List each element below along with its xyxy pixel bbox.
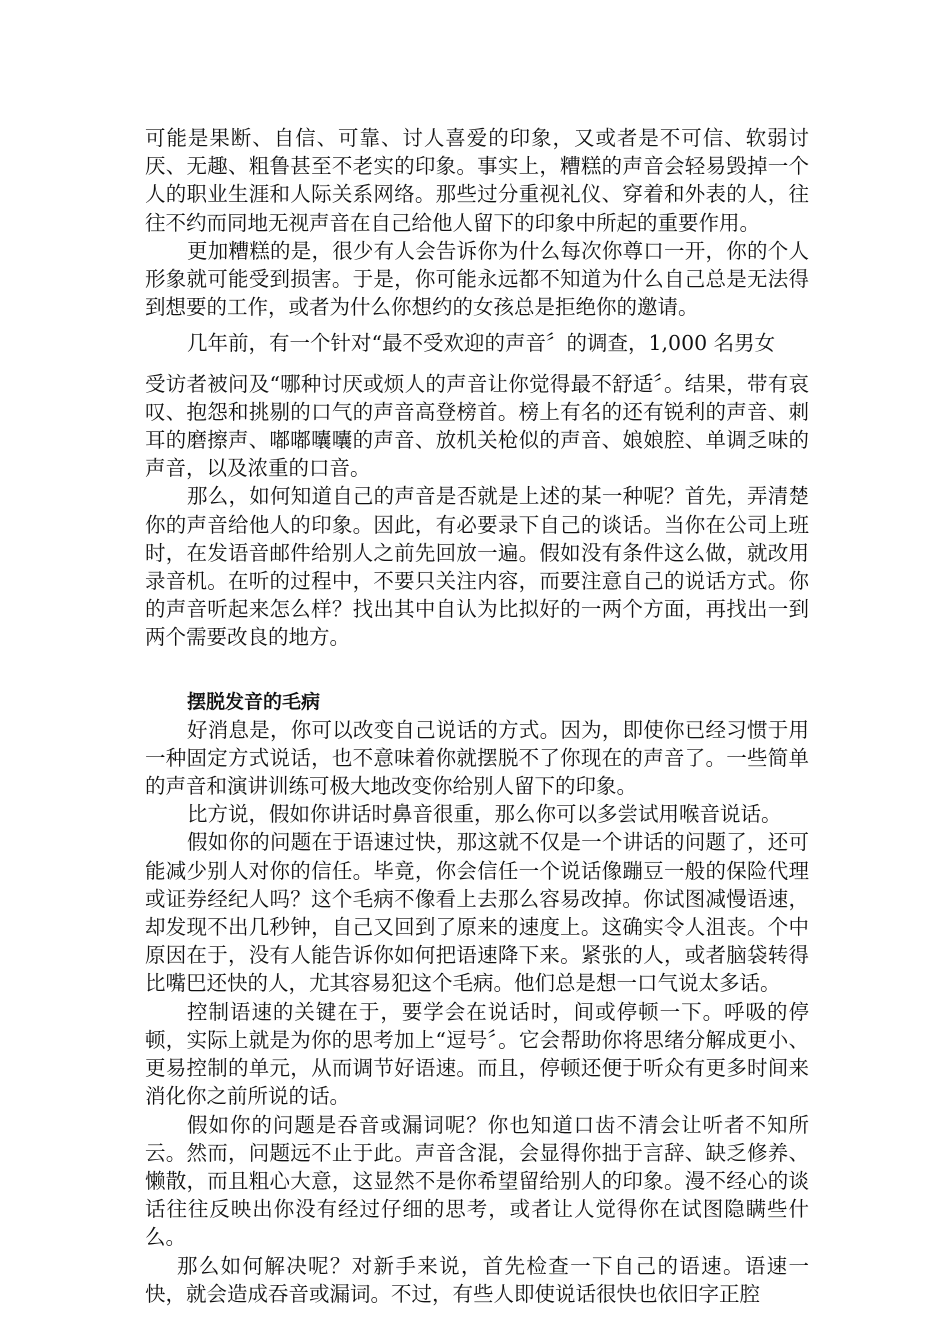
paragraph-nasal-example: 比方说，假如你讲话时鼻音很重，那么你可以多尝试用喉音说话。	[187, 802, 782, 827]
paragraph-self-check: 那么，如何知道自己的声音是否就是上述的某一种呢？首先，弄清楚你的声音给他人的印象。因此，有必要录下自己的谈话。当你在公司上班时，在发语音邮件给别人之前先回放一遍。假如没有条件这么做，就改用录音机。在听的过程中，不要只关注内容，而要注意自己的说话方式。你的声音听起来怎么样？找出其中自认为比拟好的一两个方面，再找出一到两个需要改良的地方。	[145, 484, 809, 650]
paragraph-survey-results: 受访者被问及“哪种讨厌或烦人的声音让你觉得最不舒适〞。结果，带有哀叹、抱怨和挑剔的口气的声音高登榜首。榜上有名的还有锐利的声音、刺耳的磨擦声、嘟嘟囔囔的声音、放机关枪似的声音、娘娘腔、单调乏味的声音，以及浓重的口音。	[145, 371, 809, 481]
paragraph-pausing: 控制语速的关键在于，要学会在说话时，间或停顿一下。呼吸的停顿，实际上就是为你的思考加上“逗号〞。它会帮助你将思绪分解成更小、更易控制的单元，从而调节好语速。而且，停顿还便于听众有更多时间来消化你之前所说的话。	[145, 999, 809, 1109]
paragraph-solution: 那么如何解决呢？对新手来说，首先检查一下自己的语速。语速一快，就会造成吞音或漏词。不过，有些人即使说话很快也依旧字正腔	[145, 1253, 809, 1306]
paragraph-good-news: 好消息是，你可以改变自己说话的方式。因为，即使你已经习惯于用一种固定方式说话，也不意味着你就摆脱不了你现在的声音了。一些简单的声音和演讲训练可极大地改变你给别人留下的印象。	[145, 717, 809, 799]
document-body	[145, 124, 809, 1308]
paragraph-mumbling: 假如你的问题是吞音或漏词呢？你也知道口齿不清会让听者不知所云。然而，问题远不止于此。声音含混，会显得你拙于言辞、缺乏修养、懒散，而且粗心大意，这显然不是你希望留给别人的印象。漫不经心的谈话往往反映出你没有经过仔细的思考，或者让人觉得你在试图隐瞒些什么。	[145, 1112, 809, 1250]
section-heading: 摆脱发音的毛病	[187, 690, 321, 713]
paragraph-survey-intro: 几年前，有一个针对“最不受欢迎的声音〞的调查，1,000 名男女	[187, 331, 776, 356]
paragraph-voice-impression: 可能是果断、自信、可靠、讨人喜爱的印象，又或者是不可信、软弱讨厌、无趣、粗鲁甚至不老实的印象。事实上，糟糕的声音会轻易毁掉一个人的职业生涯和人际关系网络。那些过分重视礼仪、穿着和外表的人，往往不约而同地无视声音在自己给他人留下的印象中所起的重要作用。	[145, 126, 809, 235]
paragraph-speaking-fast: 假如你的问题在于语速过快，那这就不仅是一个讲话的问题了，还可能减少别人对你的信任。毕竟，你会信任一个说话像蹦豆一般的保险代理或证券经纪人吗？这个毛病不像看上去那么容易改掉。你试图减慢语速，却发现不出几秒钟，自己又回到了原来的速度上。这确实令人沮丧。个中原因在于，没有人能告诉你如何把语速降下来。紧张的人，或者脑袋转得比嘴巴还快的人，尤其容易犯这个毛病。他们总是想一口气说太多话。	[145, 830, 809, 996]
paragraph-image-damage: 更加糟糕的是，很少有人会告诉你为什么每次你尊口一开，你的个人形象就可能受到损害。于是，你可能永远都不知道为什么自己总是无法得到想要的工作，或者为什么你想约的女孩总是拒绝你的邀请。	[145, 238, 809, 320]
